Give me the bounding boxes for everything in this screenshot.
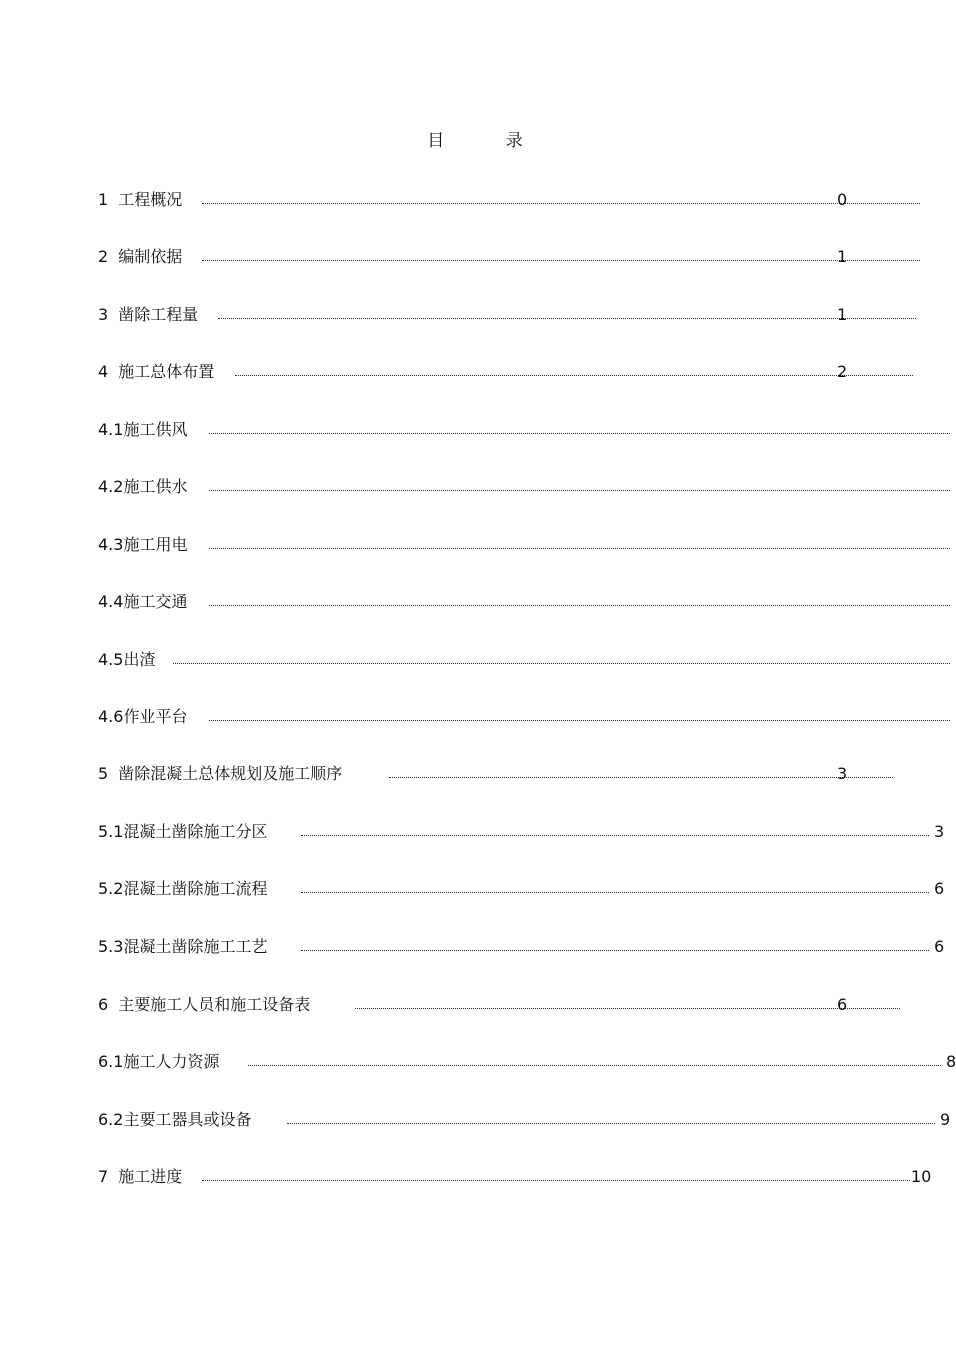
toc-entry-label (98, 706, 187, 728)
toc-entry-page-number: 3 (837, 764, 848, 783)
toc-entry-text: 施工进度 (118, 1167, 183, 1186)
toc-entry-label (98, 419, 187, 441)
toc-entry-label (98, 534, 187, 556)
toc-entry-text: 主要施工人员和施工设备表 (118, 995, 311, 1014)
toc-title: 目 录 (427, 131, 551, 151)
toc-dot-leader (202, 203, 920, 204)
toc-entry-text: 作业平台 (123, 707, 188, 726)
toc-dot-leader (209, 720, 950, 721)
toc-entry-page-number: 6 (934, 937, 945, 956)
toc-dot-leader (301, 950, 929, 951)
toc-entry-text: 凿除混凝土总体规划及施工顺序 (118, 764, 343, 783)
toc-entry (98, 246, 950, 268)
toc-entry (98, 189, 950, 211)
toc-entry-page-number: 6 (934, 879, 945, 898)
toc-dot-leader (209, 605, 950, 606)
toc-dot-leader (248, 1065, 941, 1066)
toc-entry-label (98, 189, 182, 211)
toc-entry (98, 1051, 956, 1073)
toc-dot-leader (235, 375, 913, 376)
toc-entry (98, 936, 950, 958)
toc-entry-page-number: 10 (911, 1167, 932, 1186)
toc-entry-text: 主要工器具或设备 (123, 1110, 252, 1129)
toc-entry-label (98, 476, 187, 498)
toc-entry-number: 6.1 (98, 1052, 124, 1071)
toc-entry-label (98, 304, 198, 326)
toc-entry-number: 3 (98, 305, 109, 324)
toc-entry-number: 4.2 (98, 477, 124, 496)
toc-entry (98, 1166, 950, 1188)
toc-entry-text: 出渣 (123, 650, 156, 669)
toc-entry-label (98, 649, 155, 671)
toc-entry-page-number: 3 (934, 822, 945, 841)
toc-entry-text: 混凝土凿除施工工艺 (123, 937, 268, 956)
toc-dot-leader (209, 433, 950, 434)
toc-entry-text: 施工供水 (123, 477, 188, 496)
toc-entry-page-number: 9 (940, 1110, 951, 1129)
toc-entry-label (98, 1109, 251, 1131)
toc-entry-number: 4.4 (98, 592, 124, 611)
toc-entry-text: 施工总体布置 (118, 362, 215, 381)
toc-entry-label (98, 361, 214, 383)
toc-dot-leader (209, 490, 950, 491)
toc-entry-number: 5 (98, 764, 109, 783)
toc-entry-number: 6 (98, 995, 109, 1014)
toc-entry (98, 821, 950, 843)
toc-entry-label (98, 878, 267, 900)
toc-entry (98, 534, 950, 556)
toc-entry-text: 工程概况 (118, 190, 183, 209)
toc-entry-page-number: 1 (837, 247, 848, 266)
toc-entry (98, 476, 950, 498)
toc-entry-text: 凿除工程量 (118, 305, 199, 324)
toc-entry (98, 361, 950, 383)
toc-entry (98, 706, 950, 728)
toc-dot-leader (202, 260, 920, 261)
toc-entry-number: 4.5 (98, 650, 124, 669)
toc-entry-number: 6.2 (98, 1110, 124, 1129)
toc-dot-leader (355, 1008, 900, 1009)
toc-entry (98, 591, 950, 613)
toc-entry-label (98, 821, 267, 843)
toc-dot-leader (209, 548, 950, 549)
toc-entry-number: 5.2 (98, 879, 124, 898)
toc-entry-label (98, 763, 342, 785)
toc-entry-text: 施工供风 (123, 420, 188, 439)
toc-entry-text: 施工人力资源 (123, 1052, 220, 1071)
toc-entry-number: 2 (98, 247, 109, 266)
toc-entry-number: 4 (98, 362, 109, 381)
toc-entry-label (98, 936, 267, 958)
toc-dot-leader (202, 1180, 910, 1181)
toc-entry-label (98, 591, 187, 613)
toc-entry-page-number: 2 (837, 362, 848, 381)
toc-entry-page-number: 6 (837, 995, 848, 1014)
toc-entry-number: 5.3 (98, 937, 124, 956)
toc-entry (98, 878, 950, 900)
toc-entry (98, 419, 950, 441)
toc-entry (98, 763, 950, 785)
toc-entry-number: 1 (98, 190, 109, 209)
toc-entry-text: 施工交通 (123, 592, 188, 611)
toc-entry-label (98, 1166, 182, 1188)
toc-entry-text: 施工用电 (123, 535, 188, 554)
toc-dot-leader (389, 777, 893, 778)
toc-dot-leader (287, 1123, 935, 1124)
toc-entry-text: 混凝土凿除施工流程 (123, 879, 268, 898)
toc-entry-number: 4.1 (98, 420, 124, 439)
toc-entry (98, 649, 950, 671)
toc-entry (98, 994, 950, 1016)
toc-entry-label (98, 994, 310, 1016)
toc-entry (98, 304, 950, 326)
toc-dot-leader (301, 835, 929, 836)
toc-entry-label (98, 246, 182, 268)
toc-entry (98, 1109, 950, 1131)
toc-dot-leader (218, 318, 916, 319)
toc-entry-label (98, 1051, 219, 1073)
toc-entry-number: 7 (98, 1167, 109, 1186)
toc-entry-page-number: 0 (837, 190, 848, 209)
toc-entry-text: 混凝土凿除施工分区 (123, 822, 268, 841)
toc-entry-text: 编制依据 (118, 247, 183, 266)
toc-entry-number: 5.1 (98, 822, 124, 841)
toc-dot-leader (173, 663, 950, 664)
toc-dot-leader (301, 892, 929, 893)
toc-entry-page-number: 1 (837, 305, 848, 324)
toc-entry-number: 4.3 (98, 535, 124, 554)
toc-entry-number: 4.6 (98, 707, 124, 726)
toc-entry-page-number: 8 (946, 1052, 956, 1071)
